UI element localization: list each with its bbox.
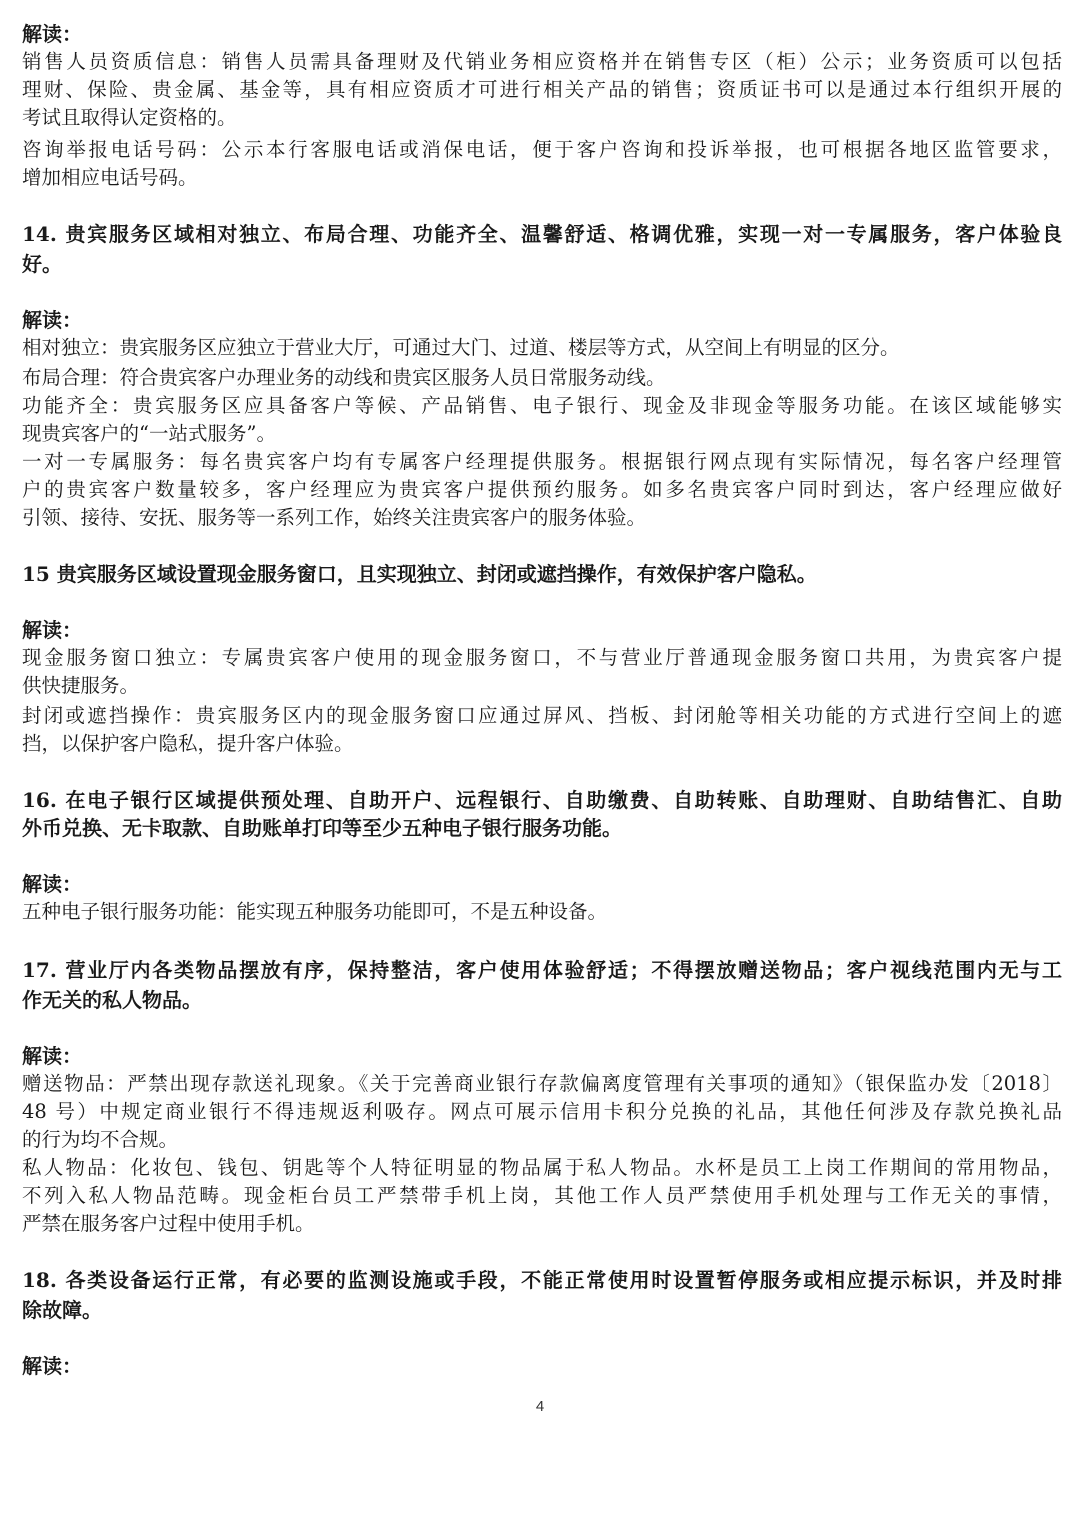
body-text-line: 现金服务窗口独立：专属贵宾客户使用的现金服务窗口，不与营业厅普通现金服务窗口共用，为贵宾客户提 xyxy=(22,646,1062,669)
heading-line: 解读： xyxy=(22,1354,82,1378)
body-text-line: 引领、接待、安抚、服务等一系列工作，始终关注贵宾客户的服务体验。 xyxy=(22,506,647,529)
body-text-line: 理财、保险、贵金属、基金等，具有相应资质才可进行相关产品的销售；资质证书可以是通过本行组织开展的 xyxy=(22,78,1062,101)
body-text-line: 增加相应电话号码。 xyxy=(22,166,198,189)
body-text-line: 供快捷服务。 xyxy=(22,674,140,697)
heading-line: 解读： xyxy=(22,308,82,332)
body-text-line: 严禁在服务客户过程中使用手机。 xyxy=(22,1212,315,1235)
heading-line: 解读： xyxy=(22,1044,82,1068)
body-text-line: 不列入私人物品范畴。现金柜台员工严禁带手机上岗，其他工作人员严禁使用手机处理与工作无关的事情， xyxy=(22,1184,1062,1207)
body-text-line: 挡，以保护客户隐私，提升客户体验。 xyxy=(22,732,354,755)
heading-line: 除故障。 xyxy=(22,1298,102,1322)
body-text-line: 一对一专属服务：每名贵宾客户均有专属客户经理提供服务。根据银行网点现有实际情况，每名客户经理管 xyxy=(22,450,1062,473)
heading-line: 14. 贵宾服务区域相对独立、布局合理、功能齐全、温馨舒适、格调优雅，实现一对一专属服务，客户体验良 xyxy=(22,222,1062,246)
heading-line: 解读： xyxy=(22,22,82,46)
body-text-line: 销售人员资质信息：销售人员需具备理财及代销业务相应资格并在销售专区（柜）公示；业务资质可以包括 xyxy=(22,50,1062,73)
body-text-line: 咨询举报电话号码：公示本行客服电话或消保电话，便于客户咨询和投诉举报，也可根据各地区监管要求， xyxy=(22,138,1062,161)
body-text-line: 五种电子银行服务功能：能实现五种服务功能即可，不是五种设备。 xyxy=(22,900,608,923)
body-text-line: 现贵宾客户的“一站式服务”。 xyxy=(22,422,276,445)
body-text-line: 私人物品：化妆包、钱包、钥匙等个人特征明显的物品属于私人物品。水杯是员工上岗工作期间的常用物品， xyxy=(22,1156,1062,1179)
heading-line: 16. 在电子银行区域提供预处理、自助开户、远程银行、自助缴费、自助转账、自助理财、自助结售汇、自助 xyxy=(22,788,1062,812)
body-text-line: 赠送物品：严禁出现存款送礼现象。《关于完善商业银行存款偏离度管理有关事项的通知》（银保监办发〔2018〕 xyxy=(22,1072,1062,1095)
heading-line: 17. 营业厅内各类物品摆放有序，保持整洁，客户使用体验舒适；不得摆放赠送物品；客户视线范围内无与工 xyxy=(22,958,1062,982)
body-text-line: 封闭或遮挡操作：贵宾服务区内的现金服务窗口应通过屏风、挡板、封闭舱等相关功能的方式进行空间上的遮 xyxy=(22,704,1062,727)
body-text-line: 考试且取得认定资格的。 xyxy=(22,106,237,129)
body-text-line: 户的贵宾客户数量较多，客户经理应为贵宾客户提供预约服务。如多名贵宾客户同时到达，客户经理应做好 xyxy=(22,478,1062,501)
body-text-line: 功能齐全：贵宾服务区应具备客户等候、产品销售、电子银行、现金及非现金等服务功能。在该区域能够实 xyxy=(22,394,1062,417)
heading-line: 15 贵宾服务区域设置现金服务窗口，且实现独立、封闭或遮挡操作，有效保护客户隐私。 xyxy=(22,562,817,586)
body-text-line: 布局合理：符合贵宾客户办理业务的动线和贵宾区服务人员日常服务动线。 xyxy=(22,366,666,389)
body-text-line: 48 号）中规定商业银行不得违规返利吸存。网点可展示信用卡积分兑换的礼品，其他任何涉及存款兑换礼品 xyxy=(22,1100,1062,1123)
heading-line: 18. 各类设备运行正常，有必要的监测设施或手段，不能正常使用时设置暂停服务或相应提示标识，并及时排 xyxy=(22,1268,1062,1292)
heading-line: 外币兑换、无卡取款、自助账单打印等至少五种电子银行服务功能。 xyxy=(22,816,622,840)
heading-line: 好。 xyxy=(22,252,62,276)
body-text-line: 的行为均不合规。 xyxy=(22,1128,179,1151)
heading-line: 解读： xyxy=(22,872,82,896)
body-text-line: 相对独立：贵宾服务区应独立于营业大厅，可通过大门、过道、楼层等方式，从空间上有明显的区分。 xyxy=(22,336,900,359)
heading-line: 作无关的私人物品。 xyxy=(22,988,202,1012)
page-number: 4 xyxy=(535,1398,545,1415)
heading-line: 解读： xyxy=(22,618,82,642)
